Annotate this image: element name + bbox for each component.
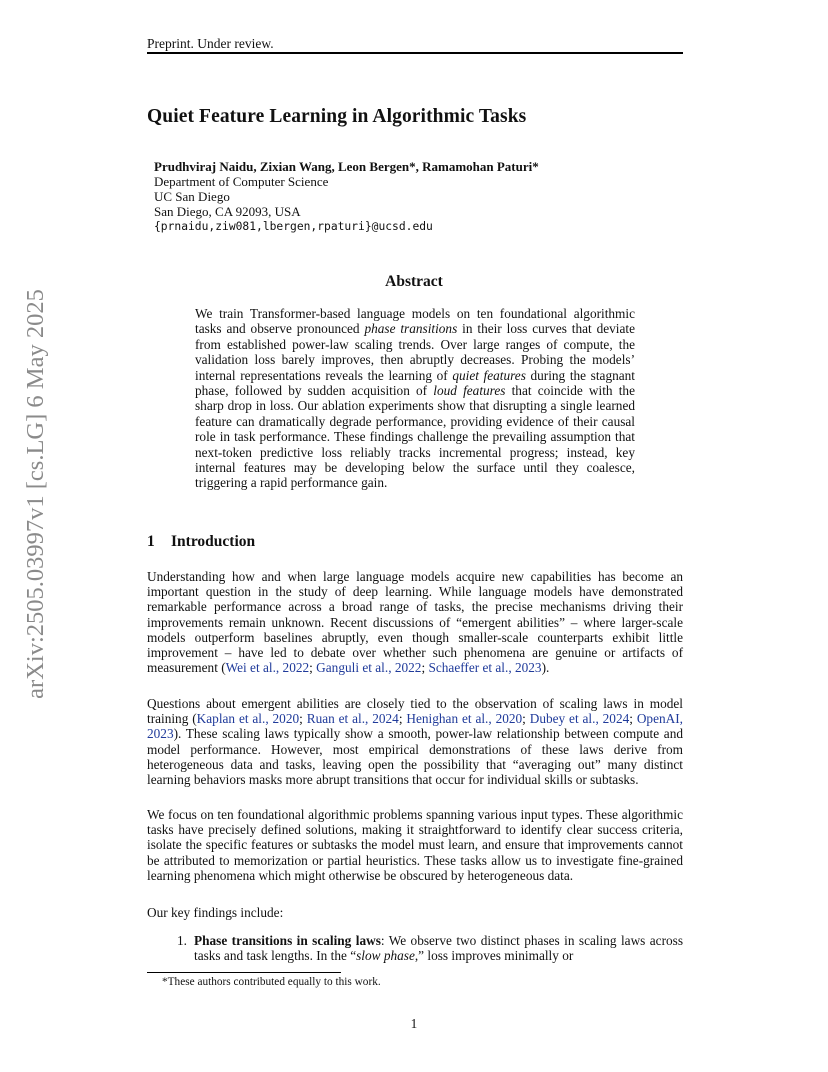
list-item-text: Phase transitions in scaling laws: We observe two distinct phases in scaling laws across tasks and task lengths. In the “slow phase,” loss improves minimally or xyxy=(194,933,683,964)
list-item xyxy=(177,933,683,963)
author-block xyxy=(154,159,539,234)
author-department: Department of Computer Science xyxy=(154,174,329,189)
arxiv-stamp xyxy=(16,289,56,699)
header-rule xyxy=(147,52,683,54)
citation-link[interactable]: Ruan et al., 2024 xyxy=(306,711,399,727)
abstract-body: We train Transformer-based language models on ten foundational algorithmic tasks and observe pronounced phase transitions in their loss curves that deviate from established power-law scaling trends. Over large ranges of compute, the validation loss barely improves, then abruptly decreases. Probing the models’ internal representations reveals the learning of quiet features during the stagnant phase, followed by sudden acquisition of loud features that coincide with the sharp drop in loss. Our ablation experiments show that disrupting a single learned feature can dramatically degrade performance, providing evidence of their causal role in task performance. These findings challenge the prevailing assumption that next-token predictive loss reliably tracks incremental progress; instead, key internal features may be developing below the surface until they coalesce, triggering a rapid performance gain. xyxy=(195,306,635,491)
abstract-heading: Abstract xyxy=(385,273,443,290)
findings-list xyxy=(177,933,683,963)
running-header: Preprint. Under review. xyxy=(147,36,274,51)
section-number: 1 xyxy=(147,533,155,550)
intro-paragraph-4: Our key findings include: xyxy=(147,905,284,920)
citation-link[interactable]: Ganguli et al., 2022 xyxy=(316,660,422,676)
citation-link[interactable]: Wei et al., 2022 xyxy=(225,660,310,676)
author-emails: {prnaidu,ziw081,lbergen,rpaturi}@ucsd.edu xyxy=(154,220,433,233)
section-title: Introduction xyxy=(171,533,256,550)
author-names: Prudhviraj Naidu, Zixian Wang, Leon Bergen*, Ramamohan Paturi* xyxy=(154,159,539,174)
footnote: *These authors contributed equally to this work. xyxy=(162,976,381,988)
author-address: San Diego, CA 92093, USA xyxy=(154,204,301,219)
intro-paragraph-3: We focus on ten foundational algorithmic problems spanning various input types. These algorithmic tasks have precisely defined solutions, making it straightforward to identify clear success criteria, isolate the specific features or subtasks the model must learn, and ensure that improvements cannot be attributed to memorization or partial heuristics. These tasks allow us to investigate fine-grained learning phenomena which might otherwise be obscured by heterogeneous data. xyxy=(147,807,683,883)
paper-title: Quiet Feature Learning in Algorithmic Tasks xyxy=(147,106,527,127)
footnote-rule xyxy=(147,972,341,973)
intro-paragraph-1: Understanding how and when large language models acquire new capabilities has become an important question in the study of deep learning. While language models have demonstrated remarkable performance across a broad range of tasks, the precise mechanisms driving their improvements remain unknown. Recent discussions of “emergent abilities” – where larger-scale models outperform baselines abruptly, even though smaller-scale counterparts exhibit little improvement – have led to debate over whether such phenomena are genuine or artifacts of measurement (Wei et al., 2022; Ganguli et al., 2022; Schaeffer et al., 2023). xyxy=(147,569,683,676)
intro-paragraph-2: Questions about emergent abilities are closely tied to the observation of scaling laws in model training (Kaplan et al., 2020; Ruan et al., 2024; Henighan et al., 2020; Dubey et al., 2024; OpenAI, 2023). These scaling laws typically show a smooth, power-law relationship between compute and model performance. However, most empirical demonstrations of these laws derive from heterogeneous data and tasks, leaving open the possibility that “averaging out” many distinct learning behaviors masks more abrupt transitions that occur for individual skills or subtasks. xyxy=(147,696,683,788)
section-heading-introduction xyxy=(147,533,255,551)
citation-link[interactable]: Schaeffer et al., 2023 xyxy=(428,660,542,676)
list-item-number: 1. xyxy=(177,933,187,948)
citation-link[interactable]: Dubey et al., 2024 xyxy=(529,711,630,727)
author-university: UC San Diego xyxy=(154,189,230,204)
citation-link[interactable]: OpenAI, 2023 xyxy=(147,711,683,742)
arxiv-stamp-text: arXiv:2505.03997v1 [cs.LG] 6 May 2025 xyxy=(22,289,50,699)
citation-link[interactable]: Henighan et al., 2020 xyxy=(406,711,523,727)
page-number: 1 xyxy=(410,1016,418,1031)
citation-link[interactable]: Kaplan et al., 2020 xyxy=(196,711,300,727)
